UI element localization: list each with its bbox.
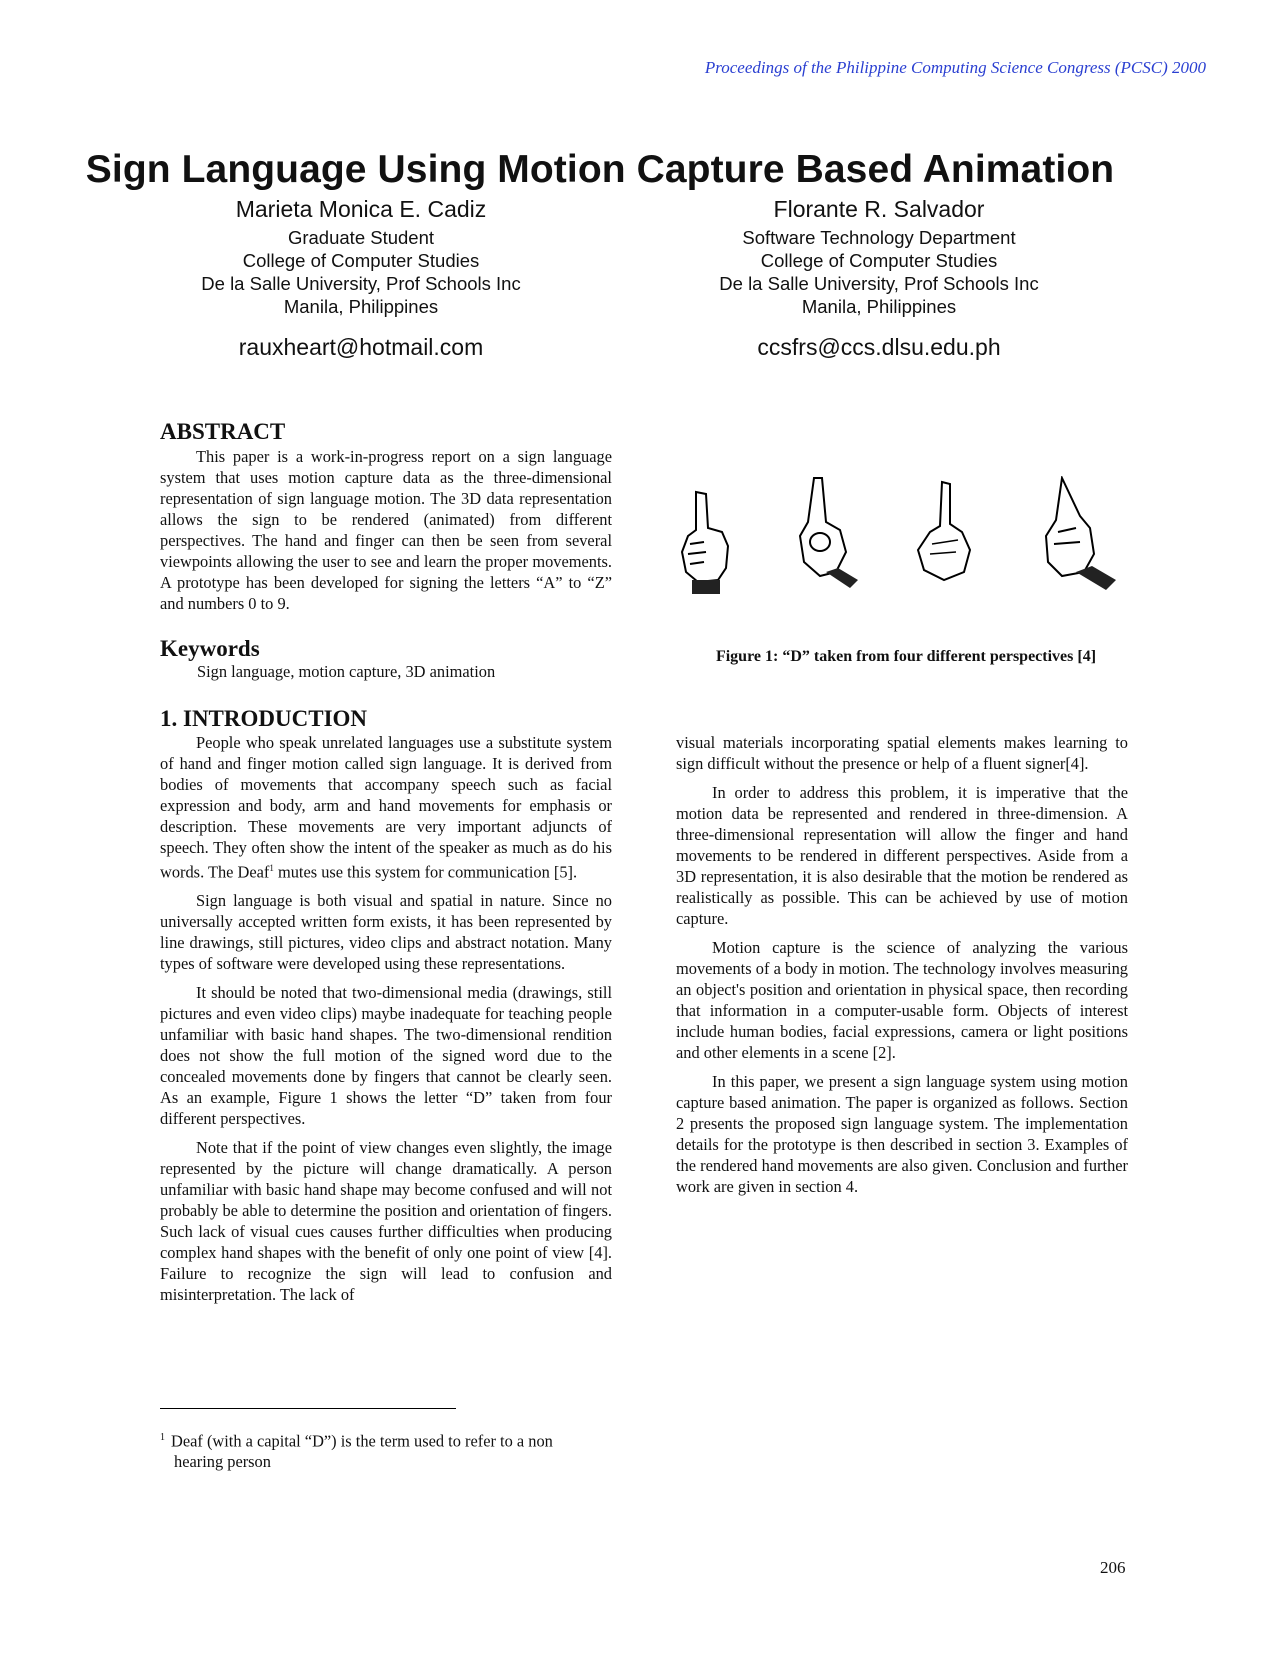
footnote-line-2: hearing person (174, 1452, 271, 1472)
hand-sign-d-front-icon (674, 488, 738, 598)
intro-paragraph-7: Motion capture is the science of analyzing the various movements of a body in motion. The technology involves measuring an object's position and orientation in physical space, then recording that information in a computer-usable form. Objects of interest include human bodies, facial expressions, camera or light positions and other elements in a scene [2]. (676, 938, 1128, 1062)
left-column (160, 732, 612, 1313)
figure-1-caption: Figure 1: “D” taken from four different perspectives [4] (715, 648, 1097, 665)
intro-paragraph-6: In order to address this problem, it is imperative that the motion data be represented and rendered in three-dimension. A three-dimensional representation will allow the finger and hand movements to be rendered in different perspectives. Aside from a 3D representation, it is also desirable that the motion be rendered as realistically as possible. This can be achieved by use of motion capture. (676, 783, 1128, 928)
author-email[interactable]: rauxheart@hotmail.com (238, 334, 484, 360)
intro-paragraph-4: Note that if the point of view changes even slightly, the image represented by the picture will change dramatically. A person unfamiliar with basic hand shape may become confused and will not probably be able to determine the position and orientation of fingers. Such lack of visual cues causes further difficulties when producing complex hand shapes with the benefit of only one point of view [4]. Failure to recognize the sign will lead to confusion and misinterpretation. The lack of (160, 1138, 612, 1305)
author-affiliation-4: Manila, Philippines (801, 296, 957, 317)
author-affiliation-1: Graduate Student (287, 227, 435, 248)
introduction-heading: 1. INTRODUCTION (160, 706, 368, 731)
author-affiliation-2: College of Computer Studies (242, 250, 480, 271)
abstract-text: This paper is a work-in-progress report on a sign language system that uses motion capture data as the three-dimensional representation of sign language motion. The 3D data representation allows the sign to be rendered (animated) from different perspectives. The hand and finger can then be seen from several viewpoints allowing the user to see and learn the proper movements. A prototype has been developed for signing the letters “A” to “Z” and numbers 0 to 9. (160, 447, 612, 613)
author-affiliation-3: De la Salle University, Prof Schools Inc (719, 273, 1039, 294)
intro-paragraph-2: Sign language is both visual and spatial in nature. Since no universally accepted written form exists, it has been represented by line drawings, still pictures, video clips and abstract notation. Many types of software were developed using these representations. (160, 891, 612, 974)
footnote-ref[interactable]: 1 (269, 863, 274, 873)
hand-sign-d-angle-icon (912, 480, 982, 594)
hand-sign-d-back-icon (1036, 476, 1122, 596)
intro-p1-text-b: mutes use this system for communication [5]. (273, 862, 578, 882)
author-block-1 (146, 194, 576, 361)
intro-paragraph-8: In this paper, we present a sign language system using motion capture based animation. The paper is organized as follows. Section 2 presents the proposed sign language system. The implementation details for the prototype is then described in section 3. Examples of the rendered hand movements are also given. Conclusion and further work are given in section 4. (676, 1072, 1128, 1196)
author-name: Marieta Monica E. Cadiz (235, 196, 487, 222)
paper-title: Sign Language Using Motion Capture Based Animation (85, 148, 1115, 191)
author-affiliation-1: Software Technology Department (742, 227, 1016, 248)
author-block-2 (664, 194, 1094, 361)
running-head: Proceedings of the Philippine Computing Science Congress (PCSC) 2000 (704, 58, 1206, 77)
footnote-line-1: Deaf (with a capital “D”) is the term used to refer to a non (171, 1431, 553, 1451)
right-column (676, 732, 1128, 1205)
author-email[interactable]: ccsfrs@ccs.dlsu.edu.ph (757, 334, 1001, 360)
author-affiliation-3: De la Salle University, Prof Schools Inc (201, 273, 521, 294)
author-name: Florante R. Salvador (773, 196, 985, 222)
keywords-heading: Keywords (160, 636, 260, 661)
author-affiliation-2: College of Computer Studies (760, 250, 998, 271)
abstract-body (160, 446, 612, 622)
figure-1-hands (674, 488, 1164, 638)
intro-paragraph-1 (160, 732, 612, 882)
footnote-mark: 1 (160, 1432, 165, 1443)
abstract-heading: ABSTRACT (160, 419, 286, 444)
hand-sign-d-side-icon (786, 476, 866, 596)
page-number: 206 (1100, 1558, 1126, 1577)
intro-p1-text-a: People who speak unrelated languages use a substitute system of hand and finger motion called sign language. It is derived from bodies of movements that accompany speech such as facial expression and body, arm and hand movements for emphasis or description. These movements are very important adjuncts of speech. They often show the intent of the speaker as much as do his words. The Deaf (160, 733, 612, 882)
intro-paragraph-3: It should be noted that two-dimensional media (drawings, still pictures and even video clips) maybe inadequate for teaching people unfamiliar with basic hand shapes. The two-dimensional rendition does not show the full motion of the signed word due to the concealed movements done by fingers that cannot be clearly seen. As an example, Figure 1 shows the letter “D” taken from four different perspectives. (160, 983, 612, 1129)
footnote-divider (160, 1408, 456, 1409)
intro-paragraph-5: visual materials incorporating spatial elements makes learning to sign difficult without the presence or help of a fluent signer[4]. (676, 733, 1128, 773)
author-affiliation-4: Manila, Philippines (283, 296, 439, 317)
footnote (160, 1427, 612, 1472)
keywords-text: Sign language, motion capture, 3D animation (197, 662, 496, 681)
